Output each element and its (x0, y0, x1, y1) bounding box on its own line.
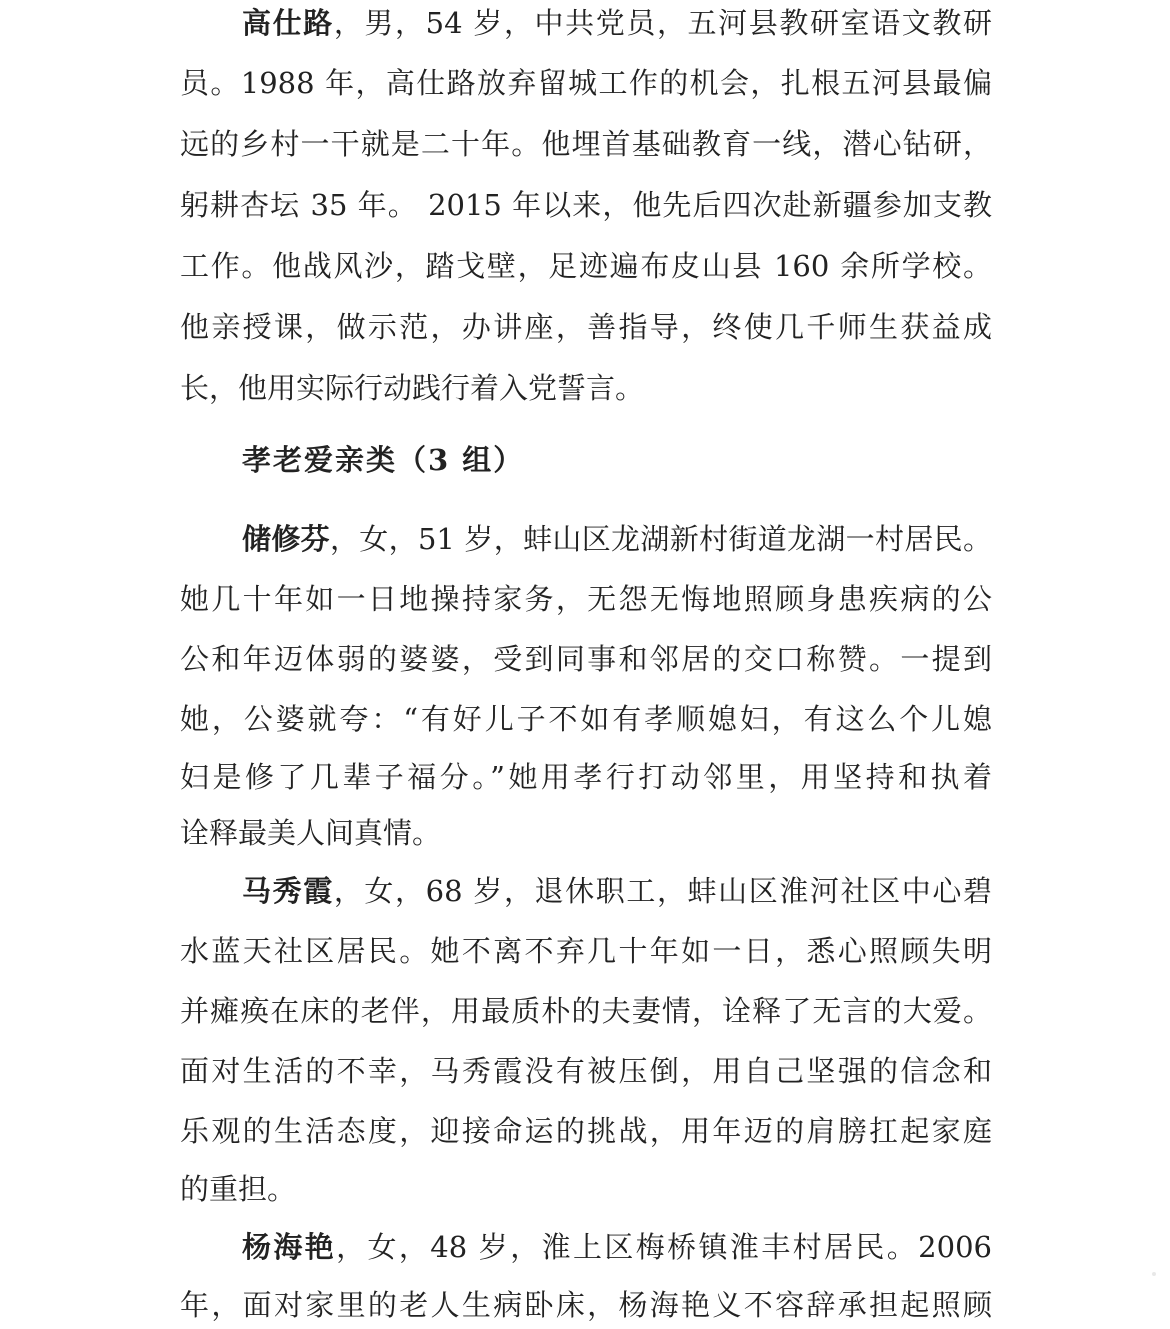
paragraph-line: 水蓝天社区居民。她不离不弃几十年如一日，悉心照顾失明 (180, 934, 992, 968)
paragraph-line: 并瘫痪在床的老伴，用最质朴的夫妻情，诠释了无言的大爱。 (180, 994, 992, 1028)
paragraph-line: 她几十年如一日地操持家务，无怨无悔地照顾身患疾病的公 (180, 582, 992, 616)
line-text: ，女，68 岁，退休职工，蚌山区淮河社区中心碧 (333, 874, 992, 908)
line-text: ，男，54 岁，中共党员，五河县教研室语文教研 (333, 6, 992, 40)
paragraph-line: 员。1988 年，高仕路放弃留城工作的机会，扎根五河县最偏 (180, 66, 992, 100)
paragraph-line: 公和年迈体弱的婆婆，受到同事和邻居的交口称赞。一提到 (180, 642, 992, 676)
person-name: 高仕路 (242, 6, 334, 40)
paragraph-line: 面对生活的不幸，马秀霞没有被压倒，用自己坚强的信念和 (180, 1054, 992, 1088)
person-name: 储修芬 (242, 522, 330, 556)
paragraph-line: 诠释最美人间真情。 (180, 816, 442, 850)
person-name: 杨海艳 (242, 1230, 337, 1264)
paragraph-line: 躬耕杏坛 35 年。 2015 年以来，他先后四次赴新疆参加支教 (180, 188, 992, 222)
paragraph-line: 工作。他战风沙，踏戈壁，足迹遍布皮山县 160 余所学校。 (180, 249, 992, 283)
line-text: ，女，48 岁，淮上区梅桥镇淮丰村居民。2006 (336, 1230, 992, 1264)
paragraph-line (242, 1226, 992, 1268)
paragraph-line: 她，公婆就夸：“有好儿子不如有孝顺媳妇，有这么个儿媳 (180, 702, 992, 736)
person-name: 马秀霞 (242, 874, 334, 908)
paragraph-line: 年，面对家里的老人生病卧床，杨海艳义不容辞承担起照顾 (180, 1288, 992, 1322)
paragraph-line: 远的乡村一干就是二十年。他埋首基础教育一线，潜心钻研， (180, 127, 992, 161)
section-heading: 孝老爱亲类（3 组） (242, 443, 525, 477)
paragraph-line: 乐观的生活态度，迎接命运的挑战，用年迈的肩膀扛起家庭 (180, 1114, 992, 1148)
paragraph-line: 妇是修了几辈子福分。”她用孝行打动邻里，用坚持和执着 (180, 760, 992, 794)
paragraph-line (242, 870, 992, 912)
scan-artifact (1152, 1272, 1156, 1276)
paragraph-line: 他亲授课，做示范，办讲座，善指导，终使几千师生获益成 (180, 310, 992, 344)
paragraph-line: 长，他用实际行动践行着入党誓言。 (180, 371, 645, 405)
paragraph-line (242, 518, 992, 560)
paragraph-line (242, 2, 992, 44)
paragraph-line: 的重担。 (180, 1172, 297, 1206)
line-text: ，女，51 岁，蚌山区龙湖新村街道龙湖一村居民。 (329, 522, 992, 556)
